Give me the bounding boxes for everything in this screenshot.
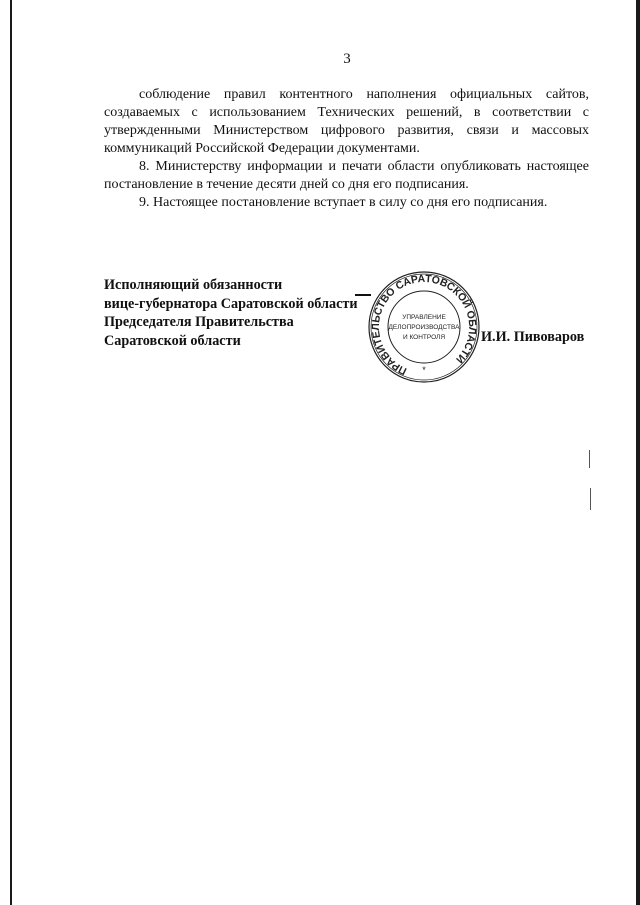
signatory-title (104, 276, 374, 350)
svg-text:ДЕЛОПРОИЗВОДСТВА: ДЕЛОПРОИЗВОДСТВА (388, 324, 460, 331)
paragraph: 9. Настоящее постановление вступает в силу со дня его подписания. (139, 195, 548, 210)
signatory-title-line: Исполняющий обязанности (104, 277, 283, 293)
official-seal (366, 269, 482, 383)
signer-name: И.И. Пивоваров (481, 329, 585, 345)
paragraph: соблюдение правил контентного наполнения официальных сайтов, создаваемых с использованием Технических решений, в соответствии с утвержденными Министерством цифрового развития, связи и массовых коммуникаций Российской Федерации документами. (104, 87, 589, 156)
svg-text:ПРАВИТЕЛЬСТВО САРАТОВСКОЙ ОБЛА: ПРАВИТЕЛЬСТВО САРАТОВСКОЙ ОБЛАСТИ (370, 272, 479, 378)
svg-text:*: * (422, 365, 426, 375)
svg-text:И КОНТРОЛЯ: И КОНТРОЛЯ (402, 334, 446, 341)
scan-mark (589, 450, 590, 468)
scan-edge-left (10, 0, 12, 905)
document-body (104, 86, 589, 212)
signatory-title-line: Председателя Правительства (104, 314, 294, 330)
svg-text:УПРАВЛЕНИЕ: УПРАВЛЕНИЕ (402, 314, 446, 321)
scan-mark (590, 488, 591, 510)
signatory-title-line: вице-губернатора Саратовской области (104, 295, 358, 312)
signatory-title-line: Саратовской области (104, 332, 241, 349)
scan-edge-right (636, 0, 640, 905)
page-number: 3 (343, 51, 351, 67)
paragraph: 8. Министерству информации и печати области опубликовать настоящее постановление в течение десяти дней со дня его подписания. (104, 159, 589, 192)
